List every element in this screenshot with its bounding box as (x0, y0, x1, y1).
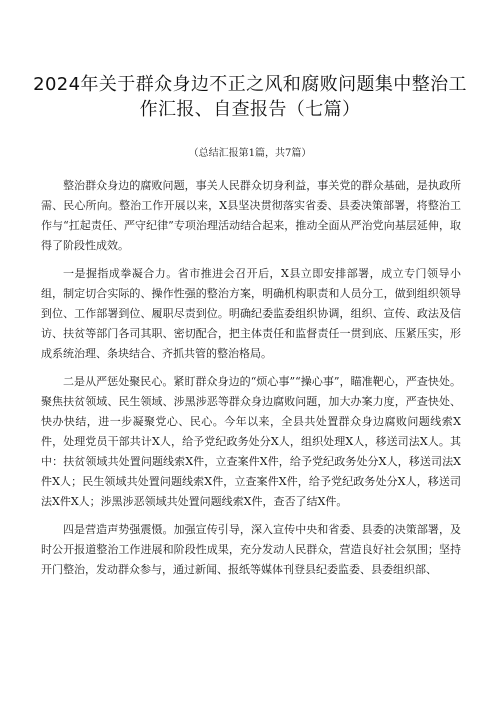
paragraph-point-two: 二是从严惩处聚民心。紧盯群众身边的“烦心事”“操心事”，瞄准靶心，严查快处。聚焦扶贫领域、民生领域、涉黑涉恶等群众身边腐败问题，加大办案力度，严查快处、快办快结，进一步凝聚党心、民心。今年以来，全县共处置群众身边腐败问题线索X件，处理党员干部共计X人，给予党纪政务处分X人，组织处理X人，移送司法X人。其中：扶贫领域共处置问题线索X件，立查案件X件，给予党纪政务处分X人，移送司法X件X人；民生领域共处置问题线索X件，立查案件X件，给予党纪政务处分X人，移送司法X件X人；涉黑涉恶领域共处置问题线索X件，查否了结X件。 (41, 375, 461, 508)
document-body (41, 176, 461, 580)
title-line-1: 2024年关于群众身边不正之风和腐败问题集中整治工 (33, 74, 467, 95)
paragraph-point-one: 一是握指成拳凝合力。省市推进会召开后，X县立即安排部署，成立专门领导小组，制定切合实际的、操作性强的整治方案，明确机构职责和人员分工，做到组织领导到位、工作部署到位、履职尽责到位。明确纪委监委组织协调，组织、宣传、政法及信访、扶贫等部门各司其职、密切配合，把主体责任和监督责任一贯到底、压紧压实，形成系统治理、条块结合、齐抓共管的整治格局。 (41, 267, 461, 360)
document-subtitle: （总结汇报第1篇，共7篇） (188, 148, 312, 159)
title-line-2: 作汇报、自查报告（七篇） (139, 99, 361, 120)
paragraph-intro: 整治群众身边的腐败问题，事关人民群众切身利益，事关党的群众基础，是执政所需、民心所向。整治工作开展以来，X县坚决贯彻落实省委、县委决策部署，将整治工作与“扛起责任、严守纪律”专项治理活动结合起来，推动全面从严治党向基层延伸，取得了阶段性成效。 (41, 179, 461, 252)
document-title (26, 72, 474, 122)
paragraph-point-four: 四是营造声势强震慑。加强宣传引导，深入宣传中央和省委、县委的决策部署，及时公开报道整治工作进展和阶段性成果，充分发动人民群众，营造良好社会氛围；坚持开门整治，发动群众参与，通过新闻、报纸等媒体刊登县纪委监委、县委组织部、 (41, 523, 461, 576)
